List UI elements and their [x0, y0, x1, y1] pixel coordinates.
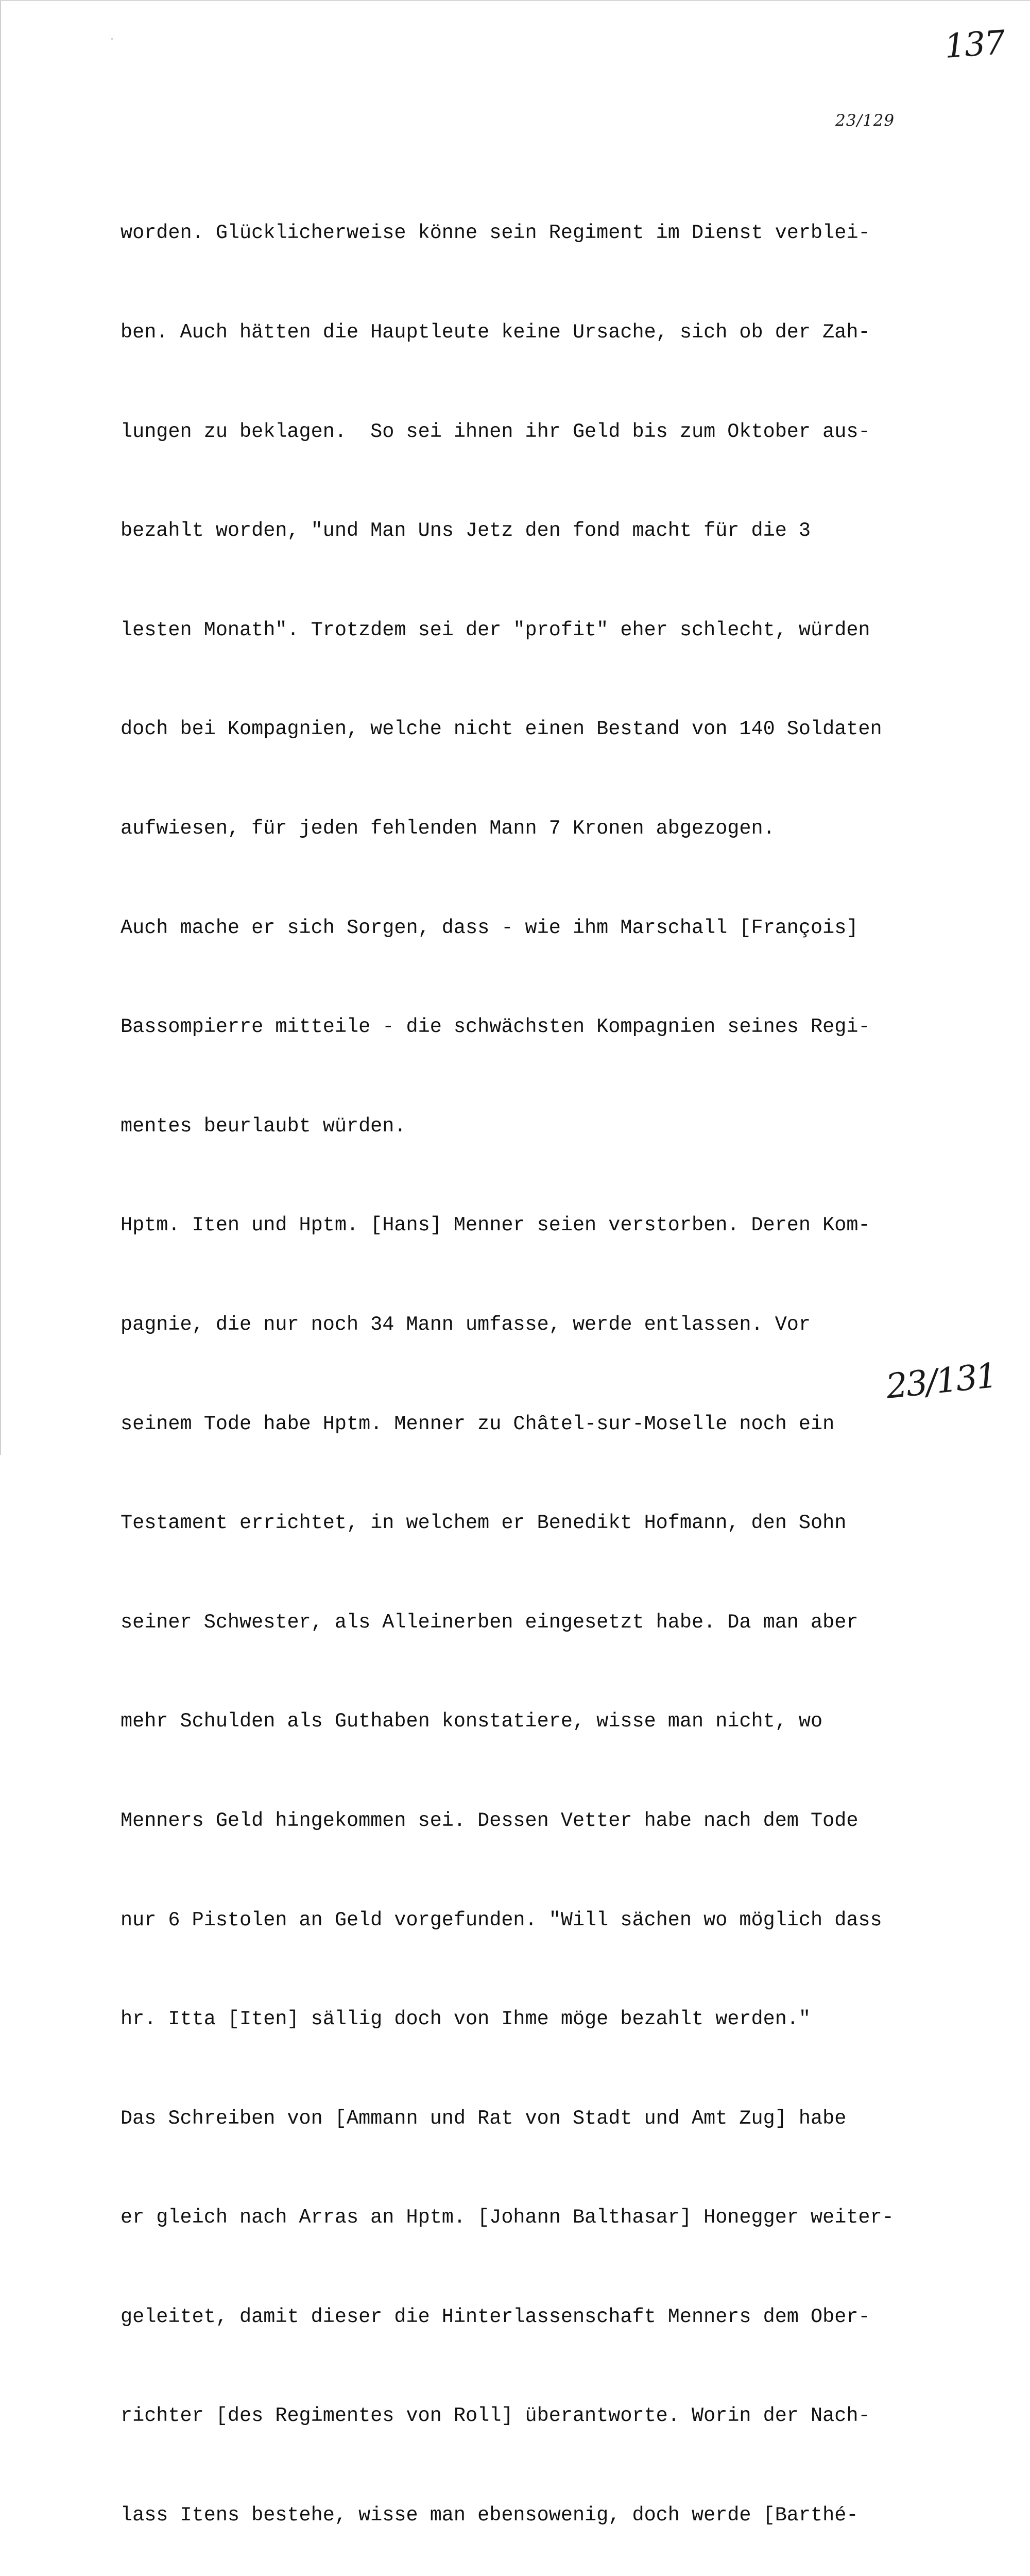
- text-line: worden. Glücklicherweise könne sein Regiment im Dienst verblei-: [121, 222, 870, 245]
- text-line: Auch mache er sich Sorgen, dass - wie ihm Marschall [François]: [121, 916, 859, 939]
- text-line: Hptm. Iten und Hptm. [Hans] Menner seien verstorben. Deren Kom-: [121, 1214, 870, 1237]
- text-line: doch bei Kompagnien, welche nicht einen Bestand von 140 Soldaten: [121, 718, 882, 741]
- text-line: seiner Schwester, als Alleinerben eingesetzt habe. Da man aber: [121, 1611, 859, 1634]
- text-line: lungen zu beklagen. So sei ihnen ihr Geld bis zum Oktober aus-: [121, 420, 870, 443]
- text-line: mentes beurlaubt würden.: [121, 1114, 406, 1138]
- folio-number-stamp: 137: [943, 24, 1006, 66]
- text-line: bezahlt worden, "und Man Uns Jetz den fond macht für die 3: [121, 519, 811, 543]
- text-line: nur 6 Pistolen an Geld vorgefunden. "Will sächen wo möglich dass: [121, 1908, 882, 1931]
- text-line: Das Schreiben von [Ammann und Rat von Stadt und Amt Zug] habe: [121, 2107, 847, 2130]
- body-text: [121, 150, 894, 2576]
- text-line: richter [des Regimentes von Roll] überantworte. Worin der Nach-: [121, 2404, 870, 2428]
- text-line: geleitet, damit dieser die Hinterlassenschaft Menners dem Ober-: [121, 2305, 870, 2328]
- text-line: er gleich nach Arras an Hptm. [Johann Balthasar] Honegger weiter-: [121, 2206, 894, 2229]
- text-line: Testament errichtet, in welchem er Benedikt Hofmann, den Sohn: [121, 1512, 847, 1535]
- page-reference: 23/129: [835, 111, 895, 130]
- text-line: mehr Schulden als Guthaben konstatiere, wisse man nicht, wo: [121, 1710, 823, 1733]
- text-line: lesten Monath". Trotzdem sei der "profit" eher schlecht, würden: [121, 618, 870, 641]
- text-line: ben. Auch hätten die Hauptleute keine Ursache, sich ob der Zah-: [121, 321, 870, 344]
- text-line: pagnie, die nur noch 34 Mann umfasse, werde entlassen. Vor: [121, 1313, 811, 1336]
- text-line: Menners Geld hingekommen sei. Dessen Vetter habe nach dem Tode: [121, 1809, 859, 1832]
- text-line: hr. Itta [Iten] sällig doch von Ihme möge bezahlt werden.": [121, 2008, 811, 2031]
- text-line: seinem Tode habe Hptm. Menner zu Châtel-sur-Moselle noch ein: [121, 1412, 835, 1435]
- text-line: aufwiesen, für jeden fehlenden Mann 7 Kronen abgezogen.: [121, 817, 775, 840]
- text-line: lass Itens bestehe, wisse man ebensowenig, doch werde [Barthé-: [121, 2504, 859, 2527]
- archive-number-stamp: 23/131: [884, 1355, 998, 1406]
- text-line: Bassompierre mitteile - die schwächsten Kompagnien seines Regi-: [121, 1015, 870, 1039]
- scan-speck: [111, 38, 113, 40]
